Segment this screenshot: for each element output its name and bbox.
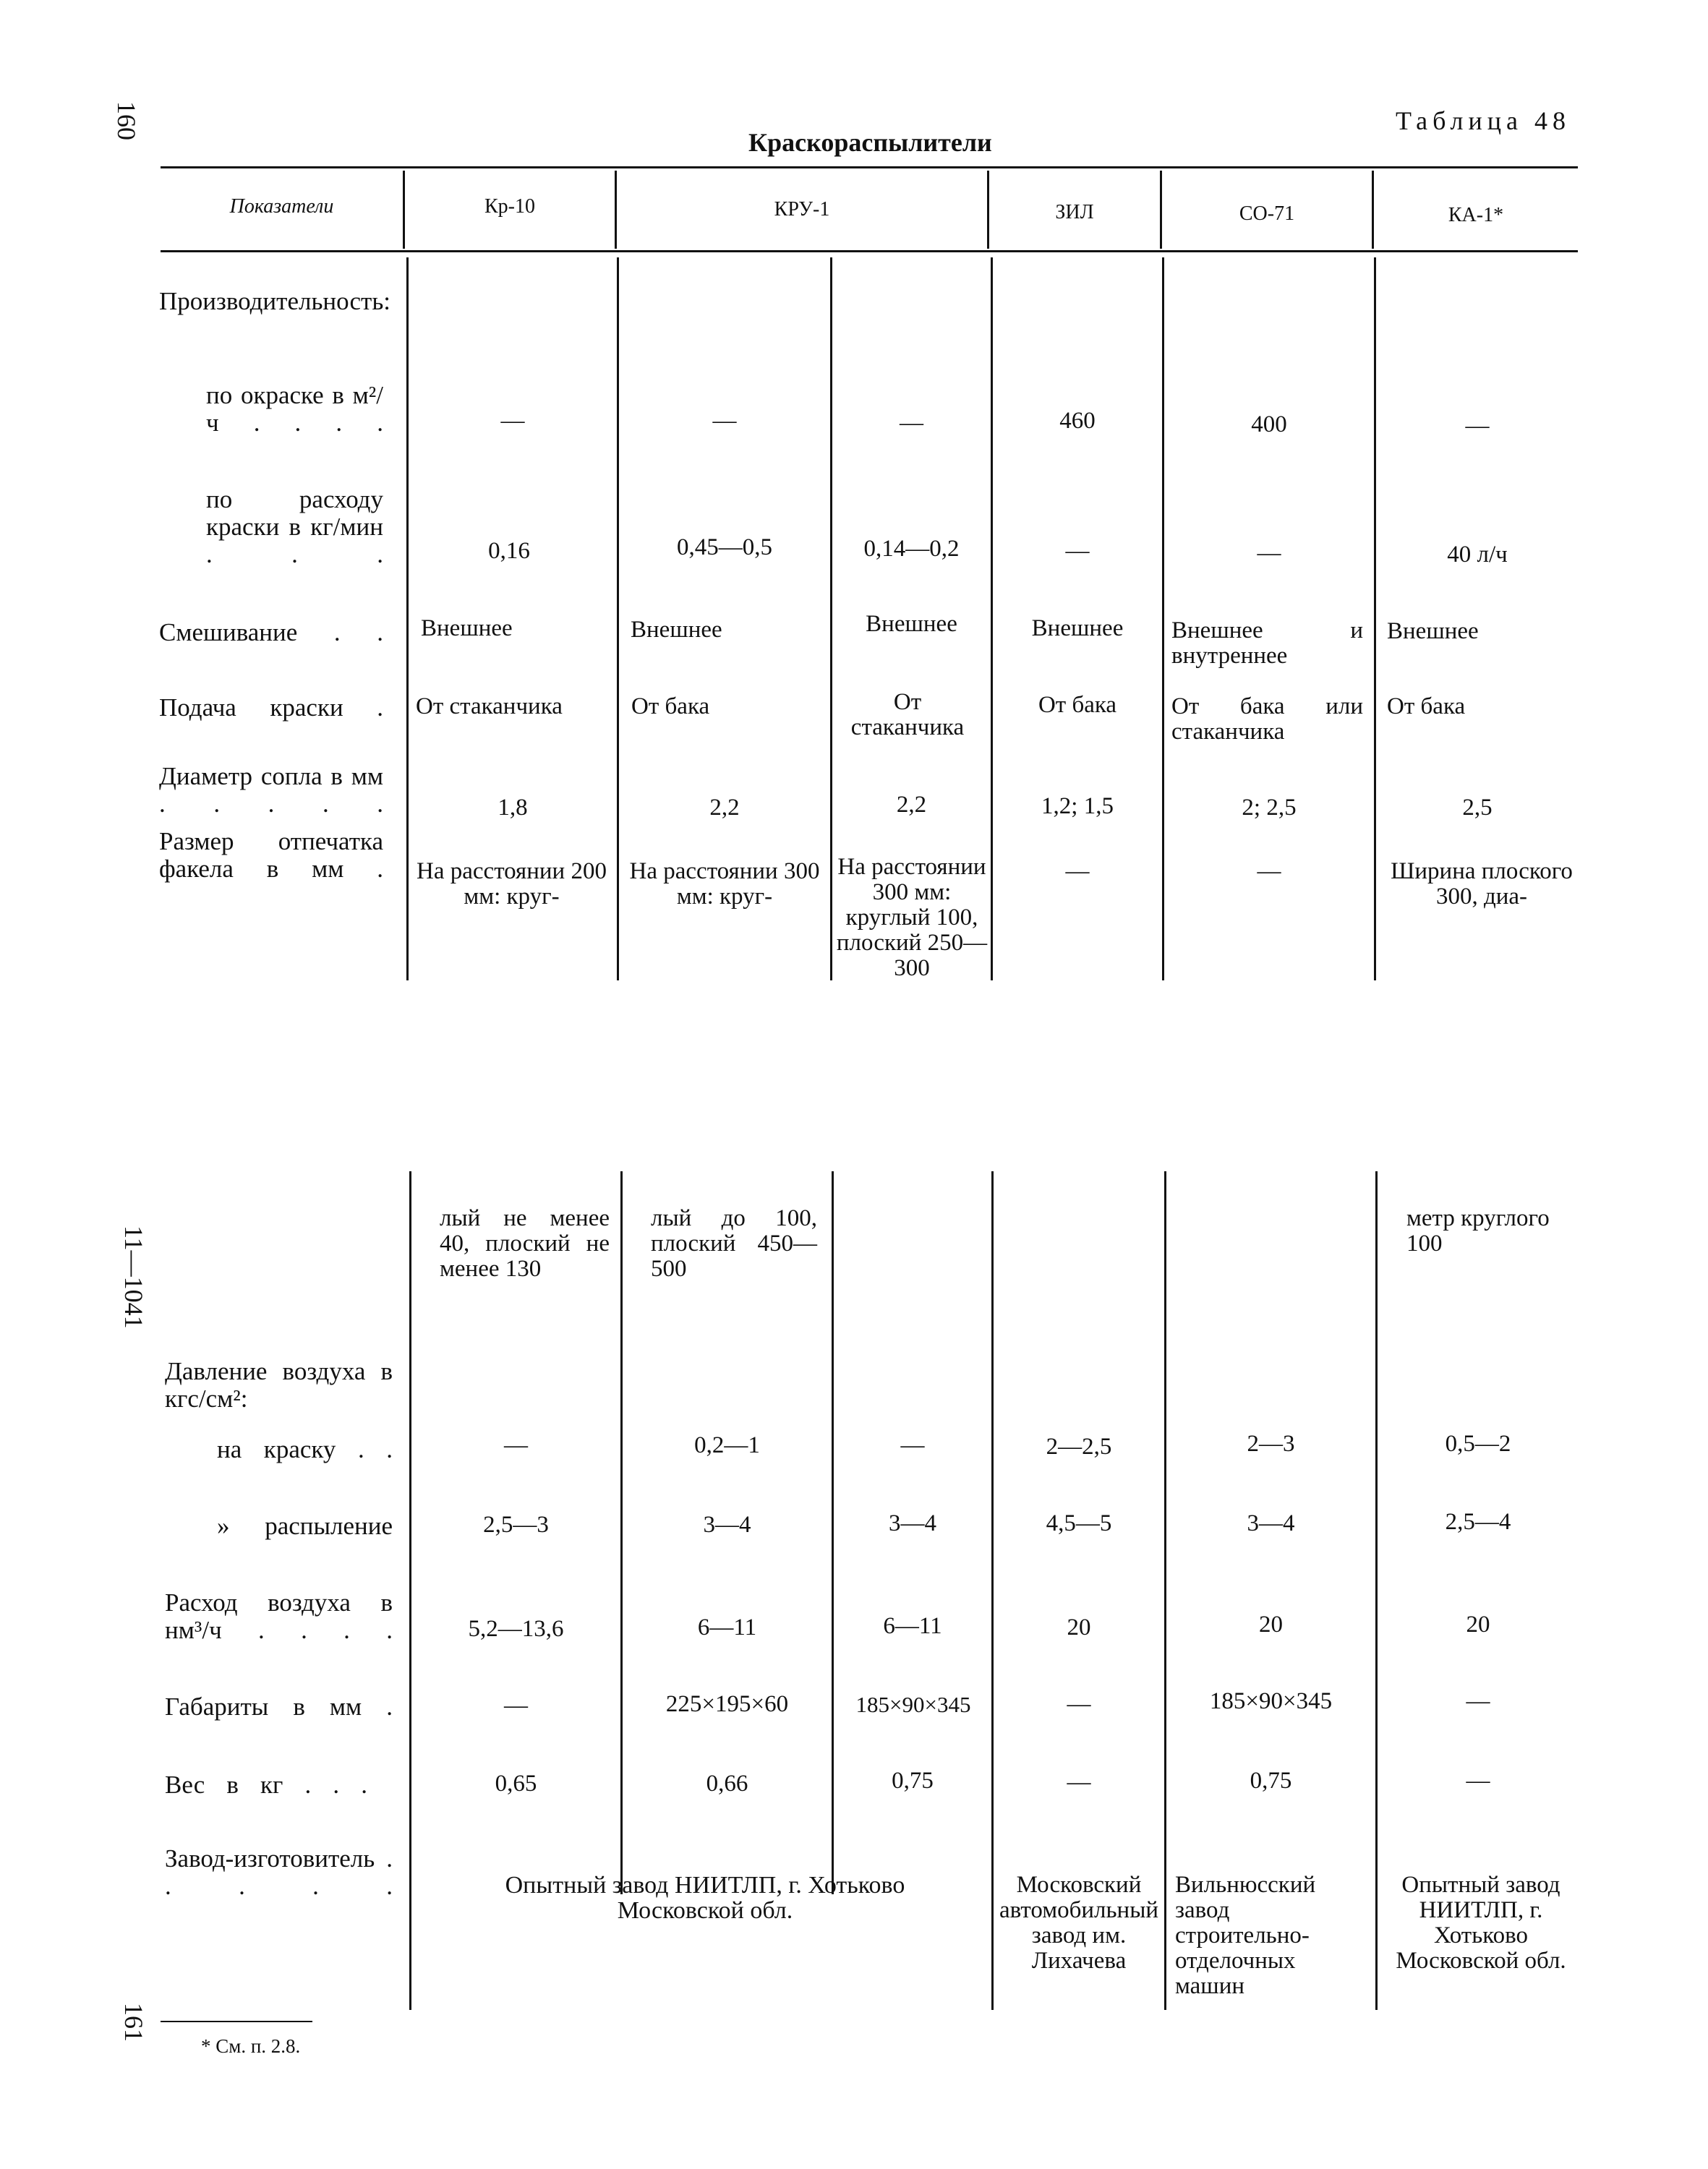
row-label-atomization: » распыление — [217, 1512, 393, 1540]
cell-weight-ka1: — — [1466, 1768, 1490, 1794]
cell-on-paint-kru1-b: — — [900, 1432, 925, 1458]
cell-atomization-kr10: 2,5—3 — [483, 1512, 549, 1538]
cell-weight-zil: — — [1067, 1769, 1091, 1795]
cell-on-paint-zil: 2—2,5 — [1046, 1434, 1112, 1460]
row-label-on-paint: на краску . . — [217, 1435, 393, 1463]
cell-mixing-kr10: Внешнее — [421, 615, 513, 641]
row-label-weight: Вес в кг . . . — [165, 1771, 367, 1799]
cell-dimensions-ka1: — — [1466, 1688, 1490, 1714]
cell-consumption-kru1-b: 0,14—0,2 — [863, 536, 960, 562]
cell-manufacturer-kr10-kru1: Опытный завод НИИТЛП, г. Хотьково Московской обл. — [505, 1872, 905, 1924]
row-label-paint-feed: Подача краски . — [159, 693, 383, 722]
header-so71: СО-71 — [1239, 202, 1295, 225]
cell-paint-area-kru1-b: — — [900, 410, 923, 436]
column-divider — [1374, 257, 1376, 980]
side-code: 11—1041 — [119, 1225, 148, 1329]
cell-atomization-zil: 4,5—5 — [1046, 1510, 1112, 1536]
cell-air-kr10: 5,2—13,6 — [468, 1616, 564, 1642]
cell-consumption-kru1-a: 0,45—0,5 — [677, 534, 772, 560]
cell-paint-area-so71: 400 — [1251, 411, 1287, 437]
cell-consumption-ka1: 40 л/ч — [1447, 542, 1508, 568]
row-label-manufacturer: Завод-изготовитель . . . . . — [165, 1844, 393, 1900]
row-label-paint-area: по окраске в м²/ч . . . . — [206, 381, 383, 437]
cell-nozzle-so71: 2; 2,5 — [1242, 795, 1297, 821]
cell-mixing-zil: Внешнее — [1031, 615, 1124, 641]
cell-spray-ka1: Ширина плоского 300, диа- — [1391, 858, 1573, 910]
footnote-rule — [161, 2021, 312, 2022]
cell-nozzle-ka1: 2,5 — [1462, 795, 1493, 821]
cell-atomization-kru1-b: 3—4 — [889, 1510, 936, 1536]
table-label: Таблица 48 — [1396, 106, 1571, 135]
header-zil: ЗИЛ — [1055, 201, 1094, 223]
header-indicators: Показатели — [229, 195, 334, 218]
cell-feed-zil: От бака — [1038, 692, 1117, 718]
header-top-rule — [161, 166, 1578, 168]
cell-feed-kru1-a: От бака — [631, 693, 710, 719]
cell-weight-so71: 0,75 — [1250, 1768, 1292, 1794]
row-label-nozzle: Диаметр сопла в мм . . . . . — [159, 762, 383, 818]
cell-paint-area-kr10: — — [500, 408, 525, 434]
row-label-air-pressure: Давление воздуха в кгс/см²: — [165, 1357, 393, 1413]
row-label-spray-size: Размер отпечатка факела в мм . — [159, 827, 383, 883]
cell-spray-ka1-cont: метр круглого 100 — [1406, 1205, 1550, 1257]
footnote: * См. п. 2.8. — [201, 2035, 301, 2057]
cell-dimensions-zil: — — [1067, 1691, 1091, 1717]
cell-weight-kr10: 0,65 — [495, 1771, 537, 1797]
row-label-productivity: Производительность: — [159, 287, 391, 315]
cell-spray-kru1-a-cont: лый до 100, плоский 450—500 — [651, 1205, 817, 1282]
column-divider — [1164, 1171, 1166, 2010]
cell-nozzle-kru1-b: 2,2 — [896, 792, 927, 818]
cell-feed-kr10: От стаканчика — [416, 693, 563, 719]
header-kru1: КРУ-1 — [774, 198, 830, 221]
cell-dimensions-kru1-b: 185×90×345 — [855, 1692, 971, 1717]
header-kr10: Кр-10 — [484, 195, 535, 218]
cell-mixing-ka1: Внешнее — [1387, 618, 1479, 644]
cell-dimensions-kr10: — — [504, 1693, 528, 1719]
cell-manufacturer-so71: Вильнюсский завод строительно-отделочных машин — [1175, 1872, 1316, 1999]
cell-on-paint-so71: 2—3 — [1247, 1431, 1295, 1457]
cell-nozzle-kru1-a: 2,2 — [709, 795, 740, 821]
cell-spray-so71: — — [1257, 858, 1281, 884]
cell-spray-kr10: На расстоянии 200 мм: круг- — [417, 858, 607, 910]
cell-mixing-kru1-b: Внешнее — [866, 611, 957, 637]
cell-atomization-so71: 3—4 — [1247, 1510, 1295, 1536]
column-divider — [409, 1171, 411, 2010]
cell-air-kru1-b: 6—11 — [883, 1613, 942, 1639]
cell-dimensions-so71: 185×90×345 — [1209, 1688, 1333, 1714]
cell-mixing-kru1-a: Внешнее — [631, 617, 722, 643]
cell-atomization-ka1: 2,5—4 — [1445, 1509, 1511, 1535]
column-divider — [617, 257, 619, 980]
cell-air-kru1-a: 6—11 — [697, 1614, 757, 1640]
cell-spray-kru1-a: На расстоянии 300 мм: круг- — [629, 858, 820, 910]
cell-weight-kru1-b: 0,75 — [892, 1768, 934, 1794]
cell-consumption-so71: — — [1257, 540, 1281, 566]
cell-on-paint-kru1-a: 0,2—1 — [694, 1432, 760, 1458]
row-label-air-consumption: Расход воздуха в нм³/ч . . . . — [165, 1588, 393, 1644]
cell-air-zil: 20 — [1067, 1614, 1091, 1640]
table-title: Краскораспылители — [748, 128, 992, 157]
cell-feed-ka1: От бака — [1387, 693, 1466, 719]
page-number-top: 160 — [112, 101, 141, 140]
row-label-paint-consumption: по расходу краски в кг/мин . . . — [206, 485, 383, 568]
cell-air-ka1: 20 — [1466, 1612, 1490, 1638]
cell-air-so71: 20 — [1259, 1612, 1283, 1638]
cell-manufacturer-ka1: Опытный завод НИИТЛП, г. Хотьково Московской обл. — [1396, 1872, 1566, 1974]
row-label-mixing: Смешивание . . — [159, 618, 383, 646]
page-number-bottom: 161 — [119, 2003, 148, 2042]
cell-consumption-zil: — — [1065, 538, 1090, 564]
cell-feed-kru1-b: От стаканчика — [850, 689, 965, 740]
cell-spray-kr10-cont: лый не менее 40, плоский не менее 130 — [440, 1205, 610, 1282]
header-ka1: КА-1* — [1448, 204, 1504, 226]
cell-nozzle-kr10: 1,8 — [498, 795, 528, 821]
cell-spray-zil: — — [1065, 858, 1090, 884]
cell-paint-area-kru1-a: — — [712, 408, 737, 434]
cell-atomization-kru1-a: 3—4 — [703, 1512, 751, 1538]
header-bottom-rule — [161, 250, 1578, 252]
column-divider — [1375, 1171, 1378, 2010]
cell-manufacturer-zil: Московский автомобильный завод им. Лихачева — [999, 1872, 1159, 1974]
cell-spray-kru1-b: На расстоянии 300 мм: круглый 100, плоский 250—300 — [836, 854, 988, 981]
cell-consumption-kr10: 0,16 — [488, 538, 530, 564]
cell-nozzle-zil: 1,2; 1,5 — [1041, 793, 1114, 819]
cell-mixing-so71: Внешнее и внутреннее — [1171, 617, 1363, 669]
cell-paint-area-zil: 460 — [1059, 408, 1096, 434]
cell-weight-kru1-a: 0,66 — [706, 1771, 748, 1797]
cell-paint-area-ka1: — — [1465, 413, 1490, 439]
cell-on-paint-ka1: 0,5—2 — [1445, 1431, 1511, 1457]
cell-feed-so71: От бака или стаканчика — [1171, 693, 1363, 745]
cell-dimensions-kru1-a: 225×195×60 — [665, 1691, 789, 1717]
row-label-dimensions: Габариты в мм . — [165, 1693, 393, 1721]
cell-on-paint-kr10: — — [504, 1432, 528, 1458]
